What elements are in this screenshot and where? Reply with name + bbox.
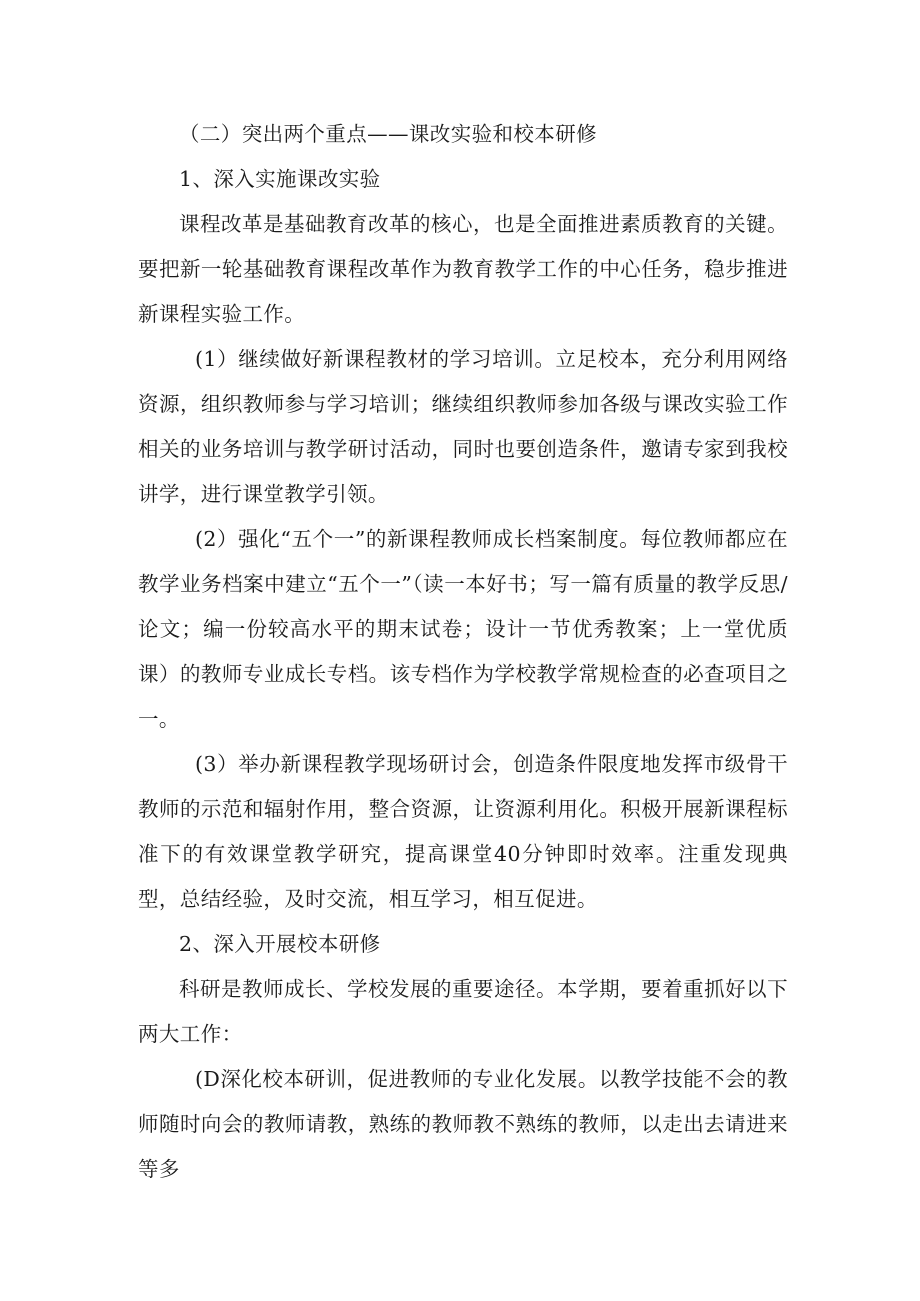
section-heading: （二）突出两个重点——课改实验和校本研修 (179, 122, 597, 146)
subsection-2-intro: 科研是教师成长、学校发展的重要途径。本学期，要着重抓好以下两大工作： (138, 977, 788, 1046)
subsection-1-item-2: (2）强化“五个一”的新课程教师成长档案制度。每位教师都应在教学业务档案中建立“五个一”（读一本好书；写一篇有质量的教学反思/论文；编一份较高水平的期末试卷；设计一节优秀教案；上一堂优质课）的教师专业成长专档。该专档作为学校教学常规检查的必查项目之一。 (138, 527, 788, 731)
subsection-1-intro: 课程改革是基础教育改革的核心，也是全面推进素质教育的关键。要把新一轮基础教育课程改革作为教育教学工作的中心任务，稳步推进新课程实验工作。 (138, 212, 788, 326)
subsection-title-2: 2、深入开展校本研修 (179, 932, 381, 956)
subsection-1-item-3: (3）举办新课程教学现场研讨会，创造条件限度地发挥市级骨干教师的示范和辐射作用，整合资源，让资源利用化。积极开展新课程标准下的有效课堂教学研究，提高课堂40分钟即时效率。注重发现典型，总结经验，及时交流，相互学习，相互促进。 (138, 752, 788, 911)
subsection-title-1: 1、深入实施课改实验 (179, 167, 381, 191)
subsection-1-item-1: (1）继续做好新课程教材的学习培训。立足校本，充分利用网络资源，组织教师参与学习培训；继续组织教师参加各级与课改实验工作相关的业务培训与教学研讨活动，同时也要创造条件，邀请专家到我校讲学，进行课堂教学引领。 (138, 347, 788, 506)
subsection-2-item-1: (D深化校本研训，促进教师的专业化发展。以教学技能不会的教师随时向会的教师请教，熟练的教师教不熟练的教师，以走出去请进来等多 (138, 1067, 788, 1181)
document-body (138, 112, 788, 1192)
